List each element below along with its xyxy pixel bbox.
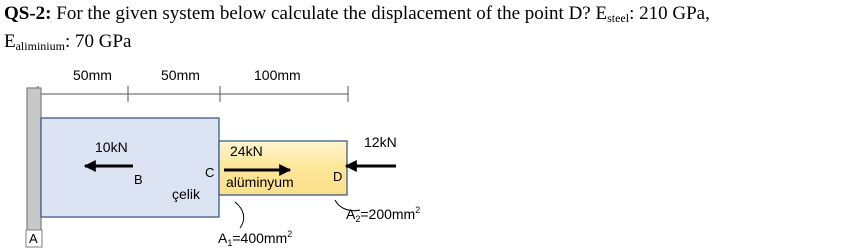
load-12kn-label: 12kN — [364, 134, 397, 150]
steel-subscript: steel — [607, 11, 630, 25]
point-d-label: D — [333, 169, 343, 184]
aluminium-material-label: alüminyum — [226, 174, 294, 190]
question-number: QS-2: — [4, 3, 52, 24]
question-body: For the given system below calculate the displacement of the point D? E — [56, 3, 608, 24]
al-modulus: : 70 GPa — [64, 31, 132, 52]
dim-label-ab: 50mm — [73, 67, 112, 83]
dim-label-cd: 100mm — [254, 67, 301, 83]
al-modulus-symbol: E — [4, 31, 16, 52]
dim-label-bc: 50mm — [161, 67, 200, 83]
area-a1-leader — [235, 202, 244, 228]
point-c-label: C — [205, 165, 215, 180]
point-b-label: B — [134, 172, 143, 187]
load-10kn-label: 10kN — [95, 139, 128, 155]
area-a2-label: $A_2=200mm^2$ — [346, 205, 421, 224]
area-a1-label: $A_1=400mm^2$ — [218, 229, 293, 248]
load-24kn-label: 24kN — [230, 143, 263, 159]
dimension-line — [38, 86, 348, 102]
steel-modulus: : 210 GPa, — [629, 3, 710, 24]
steel-material-label: çelik — [172, 186, 201, 202]
wall-support — [27, 88, 41, 246]
point-a-label: A — [29, 231, 38, 246]
al-subscript: aliminium — [15, 39, 65, 53]
